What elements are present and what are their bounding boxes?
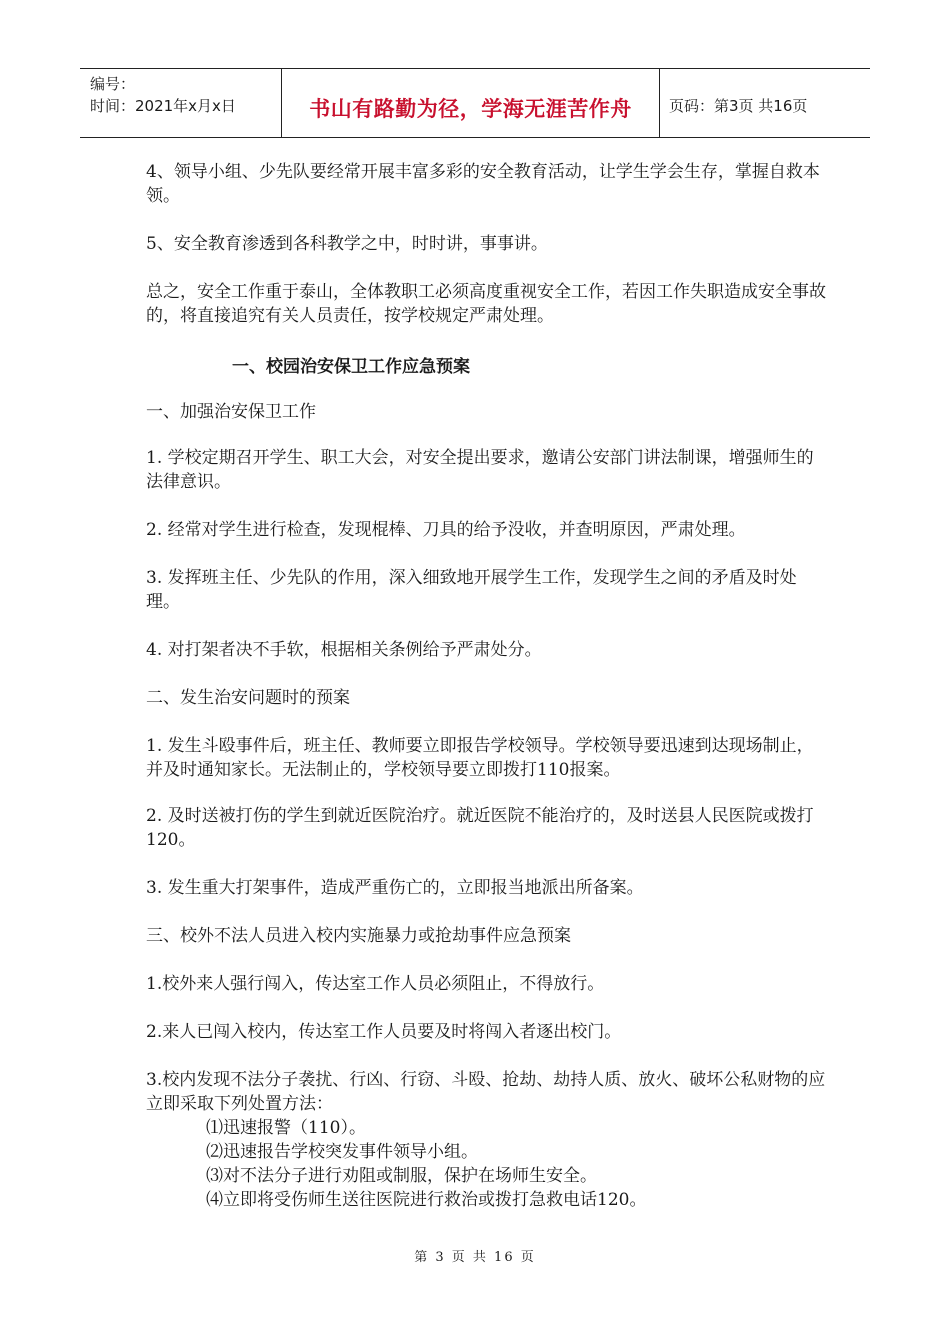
subsection-1-item-1: 1. 学校定期召开学生、职工大会，对安全提出要求，邀请公安部门讲法制课，增强师生的法律意识。 [146, 448, 814, 492]
header-page-cell [659, 69, 870, 137]
subsection-2-title: 二、发生治安问题时的预案 [146, 688, 350, 708]
header-motto-cell [281, 69, 660, 137]
subsection-2-item-1: 1. 发生斗殴事件后，班主任、教师要立即报告学校领导。学校领导要迅速到达现场制止，并及时通知家长。无法制止的，学校领导要立即拨打110报案。 [146, 736, 814, 780]
paragraph-5: 5、安全教育渗透到各科教学之中，时时讲，事事讲。 [146, 234, 548, 254]
page-footer: 第 3 页 共 16 页 [414, 1250, 536, 1265]
serial-number-label: 编号： [90, 75, 136, 93]
section-title: 一、校园治安保卫工作应急预案 [232, 357, 470, 377]
measure-item-3: ⑶对不法分子进行劝阻或制服，保护在场师生安全。 [206, 1166, 597, 1186]
paragraph-4: 4、领导小组、少先队要经常开展丰富多彩的安全教育活动，让学生学会生存，掌握自救本领。 [146, 162, 820, 206]
date-label: 时间：2021年x月x日 [90, 97, 236, 115]
subsection-3-item-3: 3.校内发现不法分子袭扰、行凶、行窃、斗殴、抢劫、劫持人质、放火、破坏公私财物的应立即采取下列处置方法： [146, 1070, 826, 1114]
subsection-3-item-2: 2.来人已闯入校内，传达室工作人员要及时将闯入者逐出校门。 [146, 1022, 622, 1042]
measure-item-4: ⑷立即将受伤师生送往医院进行救治或拨打急救电话120。 [206, 1190, 647, 1210]
subsection-2-item-2: 2. 及时送被打伤的学生到就近医院治疗。就近医院不能治疗的，及时送县人民医院或拨打120。 [146, 806, 814, 850]
subsection-3-item-1: 1.校外来人强行闯入，传达室工作人员必须阻止，不得放行。 [146, 974, 605, 994]
subsection-3-title: 三、校外不法人员进入校内实施暴力或抢劫事件应急预案 [146, 926, 571, 946]
measure-item-1: ⑴迅速报警（110）。 [206, 1118, 366, 1138]
page-header [80, 68, 870, 138]
header-motto: 书山有路勤为径，学海无涯苦作舟 [309, 97, 632, 121]
summary-paragraph: 总之，安全工作重于泰山，全体教职工必须高度重视安全工作，若因工作失职造成安全事故的，将直接追究有关人员责任，按学校规定严肃处理。 [146, 282, 826, 326]
subsection-1-title: 一、加强治安保卫工作 [146, 402, 316, 422]
subsection-2-item-3: 3. 发生重大打架事件，造成严重伤亡的，立即报当地派出所备案。 [146, 878, 644, 898]
subsection-1-item-4: 4. 对打架者决不手软，根据相关条例给予严肃处分。 [146, 640, 542, 660]
header-info-cell [80, 69, 280, 137]
measure-item-2: ⑵迅速报告学校突发事件领导小组。 [206, 1142, 478, 1162]
subsection-1-item-2: 2. 经常对学生进行检查，发现棍棒、刀具的给予没收，并查明原因，严肃处理。 [146, 520, 746, 540]
header-page-number: 页码：第3页 共16页 [669, 97, 808, 115]
subsection-1-item-3: 3. 发挥班主任、少先队的作用，深入细致地开展学生工作，发现学生之间的矛盾及时处理。 [146, 568, 797, 612]
